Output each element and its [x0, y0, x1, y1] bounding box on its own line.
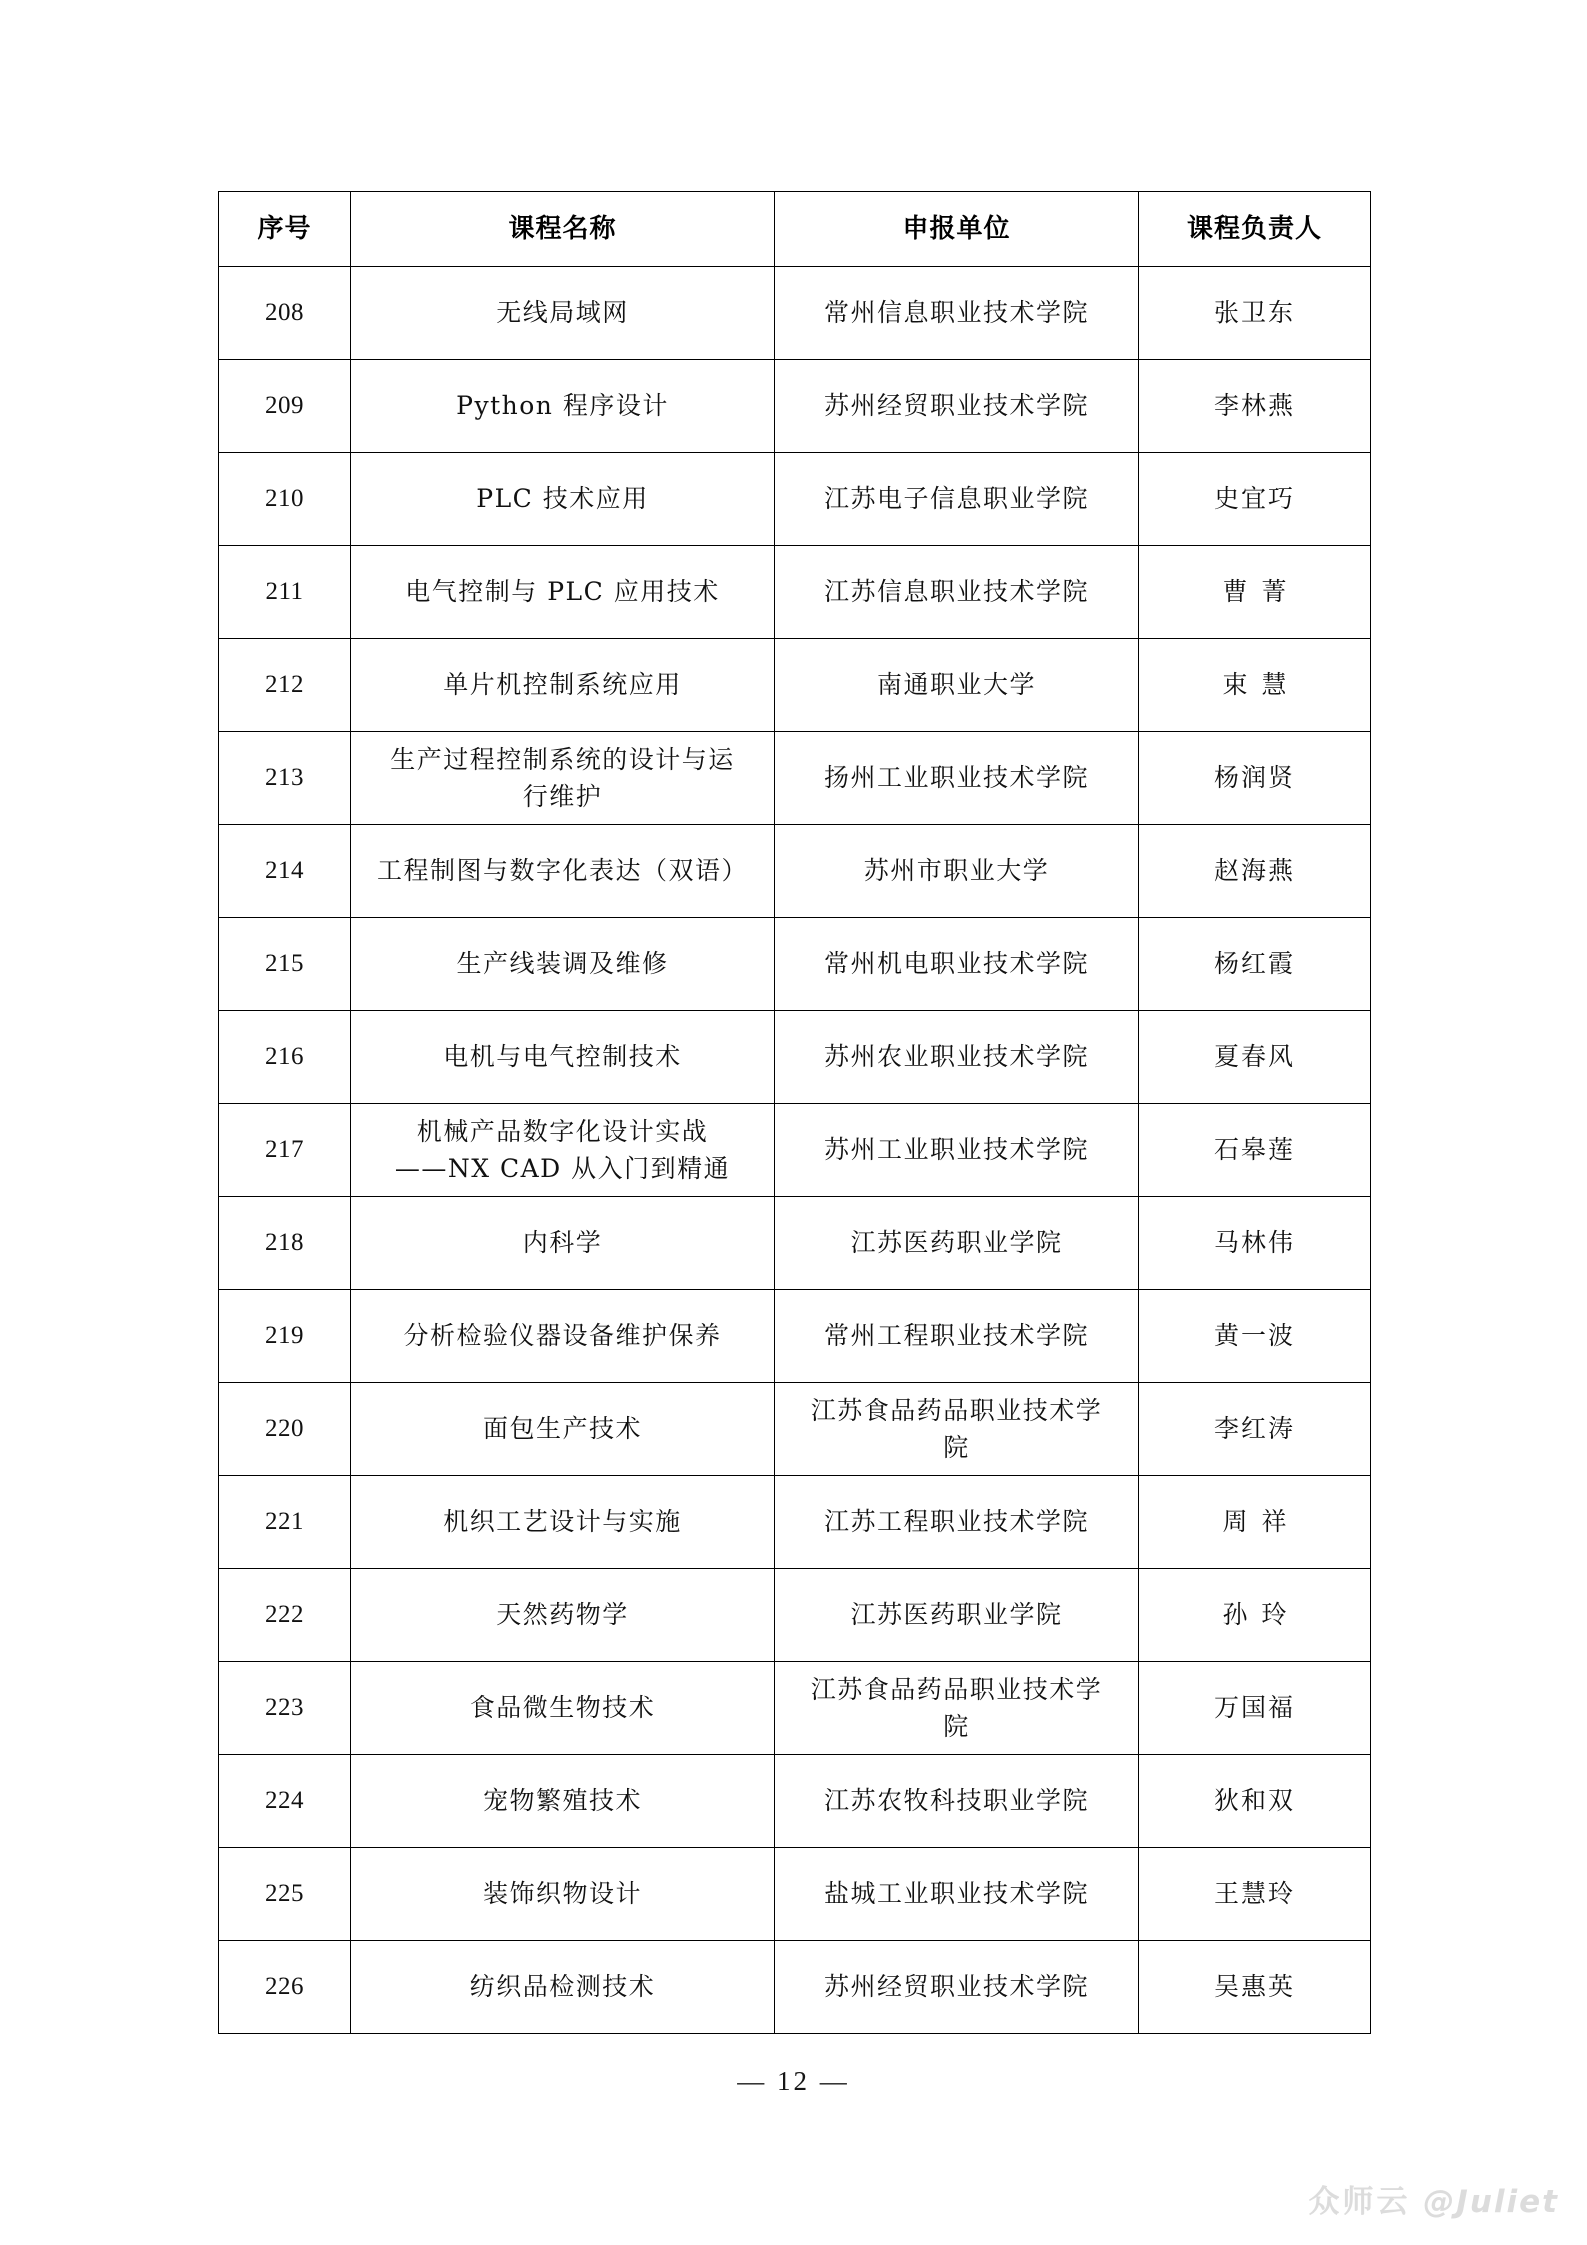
cell-course-leader	[1139, 639, 1371, 732]
course-name-line: 机械产品数字化设计实战	[416, 1116, 709, 1146]
cell-course-leader	[1139, 1197, 1371, 1290]
course-leader-name: 赵海燕	[1213, 856, 1295, 886]
applicant-unit-line: 南通职业大学	[876, 670, 1036, 700]
cell-course-name	[351, 1011, 775, 1104]
cell-course-leader	[1139, 1104, 1371, 1197]
cell-course-leader	[1139, 1848, 1371, 1941]
cell-applicant-unit	[775, 1941, 1139, 2034]
course-leader-name: 狄和双	[1213, 1786, 1295, 1816]
course-name-line: 宠物繁殖技术	[482, 1786, 642, 1816]
cell-applicant-unit	[775, 267, 1139, 360]
cell-index: 211	[219, 546, 351, 639]
cell-index: 216	[219, 1011, 351, 1104]
applicant-unit-line: 苏州经贸职业技术学院	[823, 391, 1089, 421]
course-leader-name: 李红涛	[1213, 1414, 1295, 1444]
course-leader-name: 马林伟	[1213, 1228, 1295, 1258]
cell-applicant-unit	[775, 1569, 1139, 1662]
cell-index: 225	[219, 1848, 351, 1941]
course-name-line: 食品微生物技术	[469, 1693, 656, 1723]
cell-course-name	[351, 1941, 775, 2034]
cell-course-leader	[1139, 1941, 1371, 2034]
applicant-unit-line: 扬州工业职业技术学院	[823, 763, 1089, 793]
cell-course-name	[351, 1569, 775, 1662]
course-leader-name: 石皋莲	[1213, 1135, 1295, 1165]
applicant-unit-line: 江苏医药职业学院	[850, 1600, 1063, 1630]
table-row	[219, 1011, 1371, 1104]
cell-applicant-unit	[775, 639, 1139, 732]
cell-index: 224	[219, 1755, 351, 1848]
course-name-line: 分析检验仪器设备维护保养	[403, 1321, 722, 1351]
cell-course-name	[351, 1476, 775, 1569]
applicant-unit-line: 苏州农业职业技术学院	[823, 1042, 1089, 1072]
cell-course-leader	[1139, 1011, 1371, 1104]
cell-index: 223	[219, 1662, 351, 1755]
course-leader-name: 周祥	[1222, 1507, 1301, 1537]
applicant-unit-line: 常州工程职业技术学院	[823, 1321, 1089, 1351]
cell-course-leader	[1139, 267, 1371, 360]
course-name-line: 工程制图与数字化表达（双语）	[376, 856, 748, 886]
applicant-unit-line: 常州机电职业技术学院	[823, 949, 1089, 979]
course-leader-name: 万国福	[1213, 1693, 1295, 1723]
applicant-unit-line: 苏州市职业大学	[863, 856, 1050, 886]
applicant-unit-line: 江苏工程职业技术学院	[823, 1507, 1089, 1537]
cell-index: 212	[219, 639, 351, 732]
table-row	[219, 639, 1371, 732]
cell-applicant-unit	[775, 1383, 1139, 1476]
course-name-line: 纺织品检测技术	[469, 1972, 656, 2002]
cell-course-name	[351, 639, 775, 732]
applicant-unit-line: 苏州经贸职业技术学院	[823, 1972, 1089, 2002]
course-name-line: 生产线装调及维修	[456, 949, 669, 979]
cell-index: 209	[219, 360, 351, 453]
table-row	[219, 1662, 1371, 1755]
cell-course-name	[351, 825, 775, 918]
cell-applicant-unit	[775, 1290, 1139, 1383]
course-name-line: 行维护	[522, 782, 603, 811]
course-leader-name: 王慧玲	[1213, 1879, 1295, 1909]
cell-index: 210	[219, 453, 351, 546]
cell-course-name	[351, 1290, 775, 1383]
column-header-index: 序号	[219, 192, 351, 267]
table-row	[219, 1197, 1371, 1290]
table-row	[219, 360, 1371, 453]
table-header-row	[219, 192, 1371, 267]
applicant-unit-line: 江苏食品药品职业技术学	[810, 1674, 1103, 1704]
cell-course-name	[351, 360, 775, 453]
applicant-unit-line: 江苏电子信息职业学院	[823, 484, 1089, 514]
table-row	[219, 546, 1371, 639]
course-table	[218, 191, 1371, 2034]
cell-course-name	[351, 1662, 775, 1755]
cell-course-leader	[1139, 1755, 1371, 1848]
table-row	[219, 1383, 1371, 1476]
cell-applicant-unit	[775, 360, 1139, 453]
applicant-unit-line: 盐城工业职业技术学院	[823, 1879, 1089, 1909]
cell-course-leader	[1139, 360, 1371, 453]
applicant-unit-line: 常州信息职业技术学院	[823, 298, 1089, 328]
cell-applicant-unit	[775, 546, 1139, 639]
cell-applicant-unit	[775, 918, 1139, 1011]
table-row	[219, 918, 1371, 1011]
course-leader-name: 史宜巧	[1213, 484, 1295, 514]
table-header	[219, 192, 1371, 267]
course-name-line: PLC 技术应用	[476, 484, 649, 514]
column-header-course-name: 课程名称	[351, 192, 775, 267]
course-name-line: 装饰织物设计	[482, 1879, 642, 1909]
page-number: — 12 —	[737, 2066, 850, 2096]
cell-index: 213	[219, 732, 351, 825]
cell-course-leader	[1139, 1569, 1371, 1662]
course-name-line: 天然药物学	[496, 1600, 629, 1630]
cell-course-leader	[1139, 453, 1371, 546]
course-leader-name: 束慧	[1222, 670, 1301, 700]
cell-course-name	[351, 453, 775, 546]
cell-index: 217	[219, 1104, 351, 1197]
table-row	[219, 732, 1371, 825]
table-row	[219, 1755, 1371, 1848]
cell-course-leader	[1139, 1383, 1371, 1476]
watermark-cn-text: 众师云	[1308, 2184, 1411, 2220]
cell-applicant-unit	[775, 453, 1139, 546]
applicant-unit-line: 院	[943, 1433, 970, 1462]
course-table-container	[218, 191, 1370, 2034]
course-name-line: ——NX CAD 从入门到精通	[394, 1154, 731, 1183]
cell-applicant-unit	[775, 732, 1139, 825]
course-leader-name: 黄一波	[1213, 1321, 1295, 1351]
cell-course-leader	[1139, 825, 1371, 918]
table-row	[219, 1941, 1371, 2034]
applicant-unit-line: 江苏食品药品职业技术学	[810, 1395, 1103, 1425]
table-row	[219, 1476, 1371, 1569]
course-name-line: 无线局域网	[496, 298, 629, 328]
cell-applicant-unit	[775, 1011, 1139, 1104]
cell-index: 221	[219, 1476, 351, 1569]
course-name-line: 内科学	[522, 1228, 603, 1258]
table-row	[219, 825, 1371, 918]
table-row	[219, 1104, 1371, 1197]
applicant-unit-line: 苏州工业职业技术学院	[823, 1135, 1089, 1165]
cell-applicant-unit	[775, 1662, 1139, 1755]
course-leader-name: 吴惠英	[1213, 1972, 1295, 2002]
cell-applicant-unit	[775, 1104, 1139, 1197]
course-leader-name: 曹菁	[1222, 577, 1301, 607]
course-leader-name: 孙玲	[1222, 1600, 1301, 1630]
applicant-unit-line: 江苏医药职业学院	[850, 1228, 1063, 1258]
cell-course-leader	[1139, 546, 1371, 639]
cell-index: 214	[219, 825, 351, 918]
cell-course-name	[351, 1848, 775, 1941]
cell-course-name	[351, 267, 775, 360]
cell-course-leader	[1139, 1476, 1371, 1569]
cell-applicant-unit	[775, 1197, 1139, 1290]
cell-course-name	[351, 546, 775, 639]
course-name-line: 单片机控制系统应用	[443, 670, 682, 700]
watermark	[1309, 2176, 1560, 2221]
cell-applicant-unit	[775, 1848, 1139, 1941]
cell-course-name	[351, 1383, 775, 1476]
cell-index: 226	[219, 1941, 351, 2034]
cell-course-name	[351, 1197, 775, 1290]
column-header-applicant-unit: 申报单位	[775, 192, 1139, 267]
course-leader-name: 夏春风	[1213, 1042, 1295, 1072]
cell-applicant-unit	[775, 825, 1139, 918]
cell-course-name	[351, 918, 775, 1011]
column-header-course-leader: 课程负责人	[1139, 192, 1371, 267]
applicant-unit-line: 江苏农牧科技职业学院	[823, 1786, 1089, 1816]
course-leader-name: 杨润贤	[1213, 763, 1295, 793]
course-leader-name: 杨红霞	[1213, 949, 1295, 979]
cell-index: 220	[219, 1383, 351, 1476]
table-row	[219, 453, 1371, 546]
course-name-line: 电机与电气控制技术	[443, 1042, 682, 1072]
course-name-line: 电气控制与 PLC 应用技术	[405, 577, 720, 607]
table-row	[219, 1290, 1371, 1383]
cell-course-name	[351, 732, 775, 825]
applicant-unit-line: 江苏信息职业技术学院	[823, 577, 1089, 607]
cell-index: 219	[219, 1290, 351, 1383]
cell-index: 218	[219, 1197, 351, 1290]
table-row	[219, 267, 1371, 360]
course-leader-name: 张卫东	[1213, 298, 1295, 328]
cell-course-leader	[1139, 918, 1371, 1011]
course-name-line: 面包生产技术	[482, 1414, 642, 1444]
table-row	[219, 1569, 1371, 1662]
table-row	[219, 1848, 1371, 1941]
cell-applicant-unit	[775, 1476, 1139, 1569]
cell-index: 215	[219, 918, 351, 1011]
cell-course-leader	[1139, 732, 1371, 825]
cell-index: 208	[219, 267, 351, 360]
course-name-line: Python 程序设计	[456, 391, 669, 421]
course-leader-name: 李林燕	[1213, 391, 1295, 421]
cell-applicant-unit	[775, 1755, 1139, 1848]
course-name-line: 生产过程控制系统的设计与运	[390, 744, 735, 774]
watermark-handle: @Juliet	[1423, 2184, 1559, 2220]
cell-course-leader	[1139, 1290, 1371, 1383]
cell-course-name	[351, 1755, 775, 1848]
cell-course-leader	[1139, 1662, 1371, 1755]
table-body	[219, 267, 1371, 2034]
cell-index: 222	[219, 1569, 351, 1662]
applicant-unit-line: 院	[943, 1712, 970, 1741]
cell-course-name	[351, 1104, 775, 1197]
course-name-line: 机织工艺设计与实施	[443, 1507, 682, 1537]
